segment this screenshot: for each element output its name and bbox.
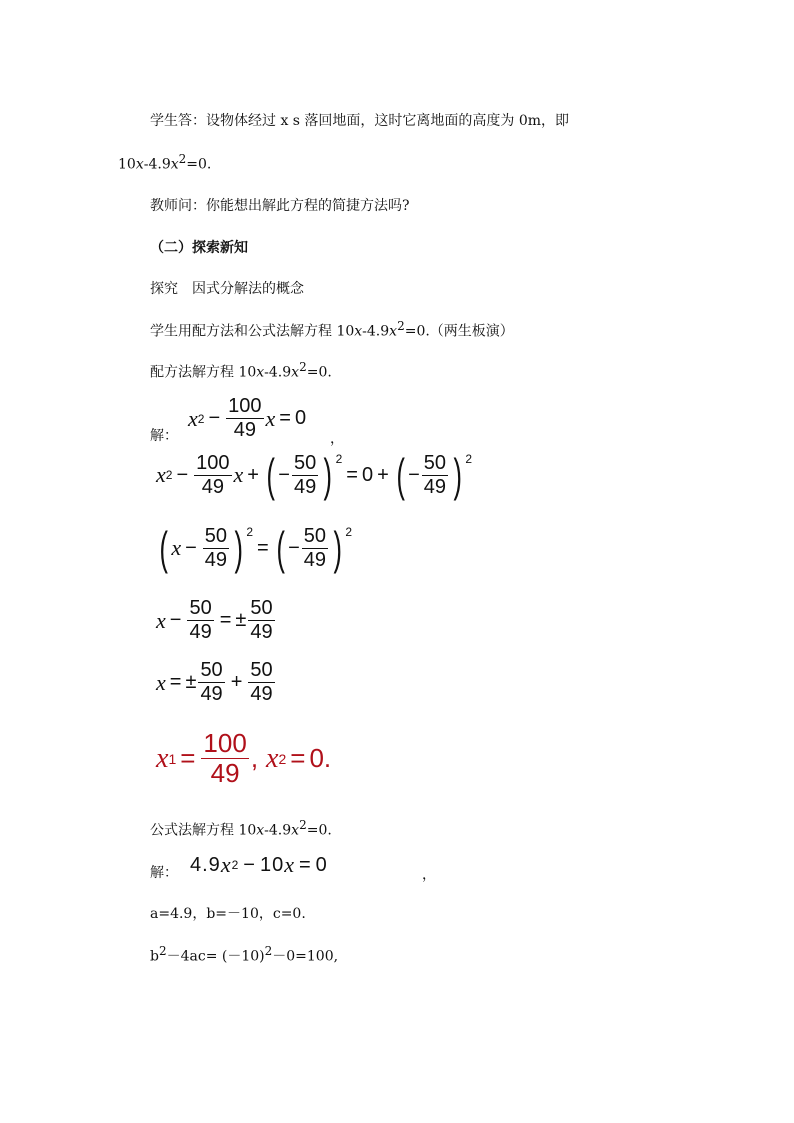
var-text: x (256, 822, 265, 839)
zero-value: 0 (361, 463, 374, 486)
coefficient: 4.9 (190, 853, 221, 876)
result-equation (156, 730, 331, 788)
minus-sign: − (288, 536, 300, 559)
coefficients-line: a=4.9，b=－10，c=0. (150, 906, 306, 922)
minus-sign: − (243, 853, 256, 876)
exponent: 2 (165, 468, 173, 482)
var-text: x (170, 156, 179, 173)
right-paren: ) (323, 449, 333, 501)
right-paren: ) (453, 449, 462, 501)
denominator: 49 (210, 758, 240, 789)
rhs-value: 0 (315, 853, 328, 876)
fraction-50-49 (302, 526, 328, 571)
student-answer-line (150, 110, 569, 130)
equals-sign: = (298, 853, 312, 876)
formula-method-heading (150, 818, 332, 840)
var-x: x (220, 852, 232, 877)
equals-sign: = (290, 743, 306, 774)
fraction-50-49 (248, 660, 274, 705)
var-text: x (135, 156, 144, 173)
numerator: 50 (250, 659, 273, 681)
var-x: x (188, 405, 198, 431)
equation-inline-line (118, 152, 211, 173)
denominator: 49 (233, 419, 256, 441)
numerator: 50 (250, 597, 273, 619)
denominator: 49 (293, 475, 317, 498)
section-title: （二）探索新知 (150, 240, 248, 256)
minus-sign: − (278, 463, 290, 486)
var-text: x (291, 364, 300, 381)
minus-sign: − (408, 463, 420, 486)
exponent: 2 (246, 525, 254, 539)
solve-label: 解： (150, 428, 178, 444)
numerator: 100 (203, 728, 247, 758)
board-demo-line (150, 319, 514, 341)
equals-sign: = (169, 671, 182, 693)
var-x: x (266, 742, 279, 774)
right-paren: ) (333, 522, 342, 574)
numerator: 50 (293, 451, 317, 474)
text-segment: 配方法解方程 10 (150, 364, 257, 381)
denominator: 49 (189, 621, 212, 643)
exponent: 2 (345, 525, 353, 539)
equals-sign: = (180, 743, 196, 774)
plus-sign: + (377, 463, 389, 486)
numerator: 50 (423, 451, 447, 474)
rhs-value: 0 (294, 407, 307, 429)
equals-sign: = (279, 407, 291, 429)
equation-2 (156, 449, 473, 501)
numerator: 100 (228, 395, 262, 417)
text-segment: -4.9 (264, 822, 292, 839)
var-x: x (156, 669, 166, 695)
var-x: x (284, 852, 295, 877)
equation-4 (156, 598, 277, 643)
var-text: x (389, 323, 398, 340)
text-segment: 公式法解方程 10 (150, 822, 257, 839)
exponent-text: 2 (299, 360, 307, 374)
fraction-100-49 (201, 730, 248, 788)
exponent: 2 (231, 858, 240, 872)
equation-6 (190, 852, 328, 878)
equals-sign: = (219, 609, 232, 631)
fraction-50-49 (422, 453, 448, 498)
subscript: 2 (278, 750, 287, 767)
equation-1 (188, 396, 306, 441)
text-segment: b (150, 948, 159, 965)
fraction-100-49 (194, 453, 231, 498)
explore-heading: 探究 因式分解法的概念 (150, 281, 304, 297)
var-x: x (156, 462, 166, 487)
var-x: x (265, 405, 276, 431)
exponent: 2 (465, 452, 473, 466)
denominator: 49 (250, 683, 273, 705)
denominator: 49 (201, 475, 224, 498)
minus-sign: − (176, 463, 189, 486)
minus-sign: − (185, 536, 197, 559)
right-paren: ) (234, 522, 243, 574)
var-text: x (256, 364, 265, 381)
denominator: 49 (200, 683, 223, 705)
numerator: 50 (204, 524, 228, 547)
denominator: 49 (204, 548, 228, 571)
subscript: 1 (168, 750, 177, 767)
left-paren: ( (266, 449, 275, 501)
plus-sign: + (230, 671, 243, 693)
exponent-text: 2 (397, 319, 405, 333)
var-x: x (171, 535, 182, 560)
exponent: 2 (335, 452, 343, 466)
text-segment: -4.9 (362, 323, 390, 340)
completing-square-heading (150, 360, 332, 382)
coef-text: 10 (118, 156, 136, 173)
fraction-50-49 (248, 598, 274, 643)
text-segment: =0.（两生板演） (404, 323, 514, 340)
plus-sign: + (247, 463, 259, 486)
var-x: x (233, 462, 244, 487)
equals-sign: = (257, 536, 269, 559)
rhs-value: 0. (309, 743, 332, 774)
coef-text: -4.9 (143, 156, 171, 173)
discriminant-line (150, 944, 338, 966)
numerator: 50 (200, 659, 223, 681)
left-paren: ( (396, 449, 405, 501)
text-segment: 学生用配方法和公式法解方程 10 (150, 323, 355, 340)
equation-5 (156, 660, 277, 705)
minus-sign: − (169, 609, 182, 631)
text-segment: －4ac= (－10) (166, 948, 265, 965)
var-x: x (156, 607, 166, 633)
text-segment: -4.9 (264, 364, 292, 381)
left-paren: ( (276, 522, 285, 574)
plus-minus-sign: ± (235, 609, 247, 631)
fraction-50-49 (198, 660, 224, 705)
minus-sign: − (208, 407, 221, 429)
fraction-50-49 (203, 526, 229, 571)
fraction-50-49 (187, 598, 213, 643)
numerator: 50 (189, 597, 212, 619)
text-segment: =0. (306, 364, 332, 381)
coefficient: 10 (259, 853, 285, 876)
comma-mark: ， (330, 431, 344, 447)
numerator: 50 (303, 524, 326, 547)
fraction-50-49 (292, 453, 318, 498)
student-answer-text: 学生答：设物体经过 x s 落回地面，这时它离地面的高度为 0m，即 (150, 113, 570, 129)
left-paren: ( (159, 522, 168, 574)
exponent-text: 2 (299, 818, 307, 832)
comma-mark: , (250, 743, 259, 774)
text-segment: －0=100, (272, 948, 339, 965)
exponent: 2 (197, 411, 205, 426)
denominator: 49 (303, 548, 326, 571)
exponent-text: 2 (158, 944, 167, 958)
plus-minus-sign: ± (185, 671, 197, 693)
var-text: x (291, 822, 300, 839)
denominator: 49 (250, 621, 273, 643)
eq-text: =0. (186, 156, 212, 173)
fraction-100-49 (226, 396, 263, 441)
solve-label-2: 解： (150, 865, 178, 881)
exponent-text: 2 (178, 152, 187, 166)
var-x: x (156, 742, 169, 774)
denominator: 49 (423, 475, 447, 498)
equals-sign: = (346, 463, 358, 486)
comma-mark-2: ， (422, 867, 436, 883)
var-text: x (354, 323, 363, 340)
exponent-text: 2 (264, 944, 273, 958)
text-segment: =0. (306, 822, 332, 839)
numerator: 100 (196, 451, 230, 474)
equation-3 (156, 522, 353, 574)
teacher-question-line: 教师问：你能想出解此方程的简捷方法吗? (150, 198, 410, 214)
